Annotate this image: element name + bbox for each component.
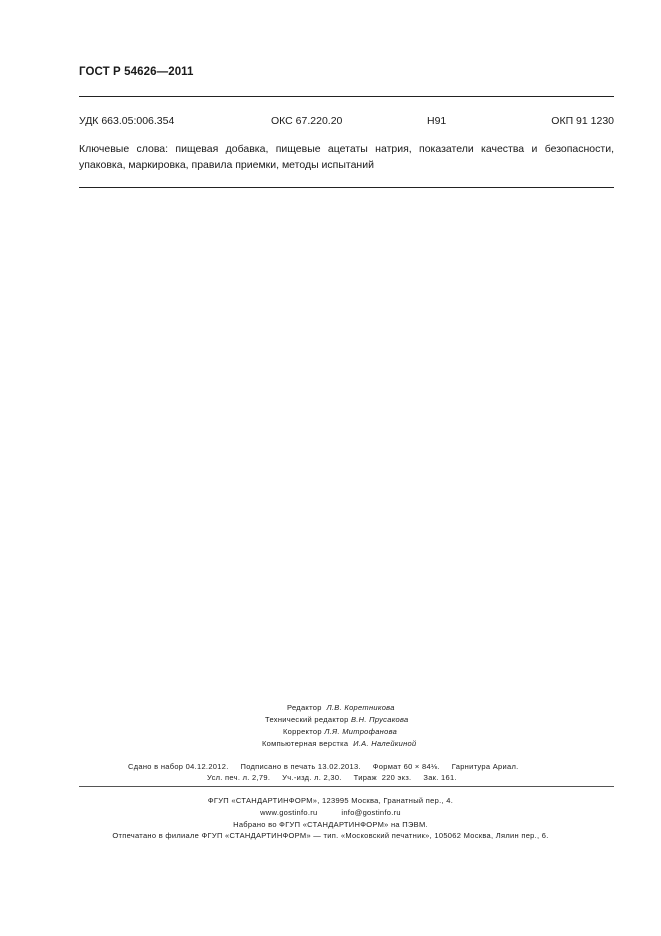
publisher-line-4: Отпечатано в филиале ФГУП «СТАНДАРТИНФОРМ» — тип. «Московский печатник», 105062 Москва, Лялин пер., 6. [112,831,549,840]
staff-corrector [283,727,397,736]
keywords-line-2: упаковка, маркировка, правила приемки, методы испытаний [79,159,374,171]
print-info-line-2: Усл. печ. л. 2,79. Уч.-изд. л. 2,30. Тираж 220 экз. Зак. 161. [207,773,457,782]
staff-role: Корректор [283,727,322,736]
oks-code: ОКС 67.220.20 [271,115,343,127]
top-divider [79,96,614,97]
document-code: ГОСТ Р 54626—2011 [79,66,194,78]
publisher-line-1: ФГУП «СТАНДАРТИНФОРМ», 123995 Москва, Гранатный пер., 4. [207,796,454,805]
staff-name: Л.Я. Митрофанова [324,727,398,736]
staff-role: Редактор [287,703,322,712]
staff-name: И.А. Налейкиной [353,739,417,748]
imprint-divider [79,786,614,787]
keywords-divider [79,187,614,188]
okp-code: ОКП 91 1230 [551,115,614,127]
staff-role: Технический редактор [265,715,349,724]
publisher-line-2: www.gostinfo.ru info@gostinfo.ru [260,808,401,817]
print-info-line-1: Сдано в набор 04.12.2012. Подписано в печать 13.02.2013. Формат 60 × 84⅛. Гарнитура Ариал. [128,762,519,771]
staff-name: Л.В. Коретникова [326,703,395,712]
keywords-line-1: Ключевые слова: пищевая добавка, пищевые ацетаты натрия, показатели качества и безопасности, [79,143,614,155]
publisher-line-3: Набрано во ФГУП «СТАНДАРТИНФОРМ» на ПЭВМ. [233,820,428,829]
udk-code: УДК 663.05:006.354 [79,115,175,127]
staff-name: В.Н. Прусакова [351,715,409,724]
staff-editor [287,703,395,712]
staff-layout [262,739,417,748]
keywords-block [79,141,614,173]
group-code: Н91 [427,115,447,127]
staff-role: Компьютерная верстка [262,739,349,748]
staff-tech-editor [265,715,409,724]
